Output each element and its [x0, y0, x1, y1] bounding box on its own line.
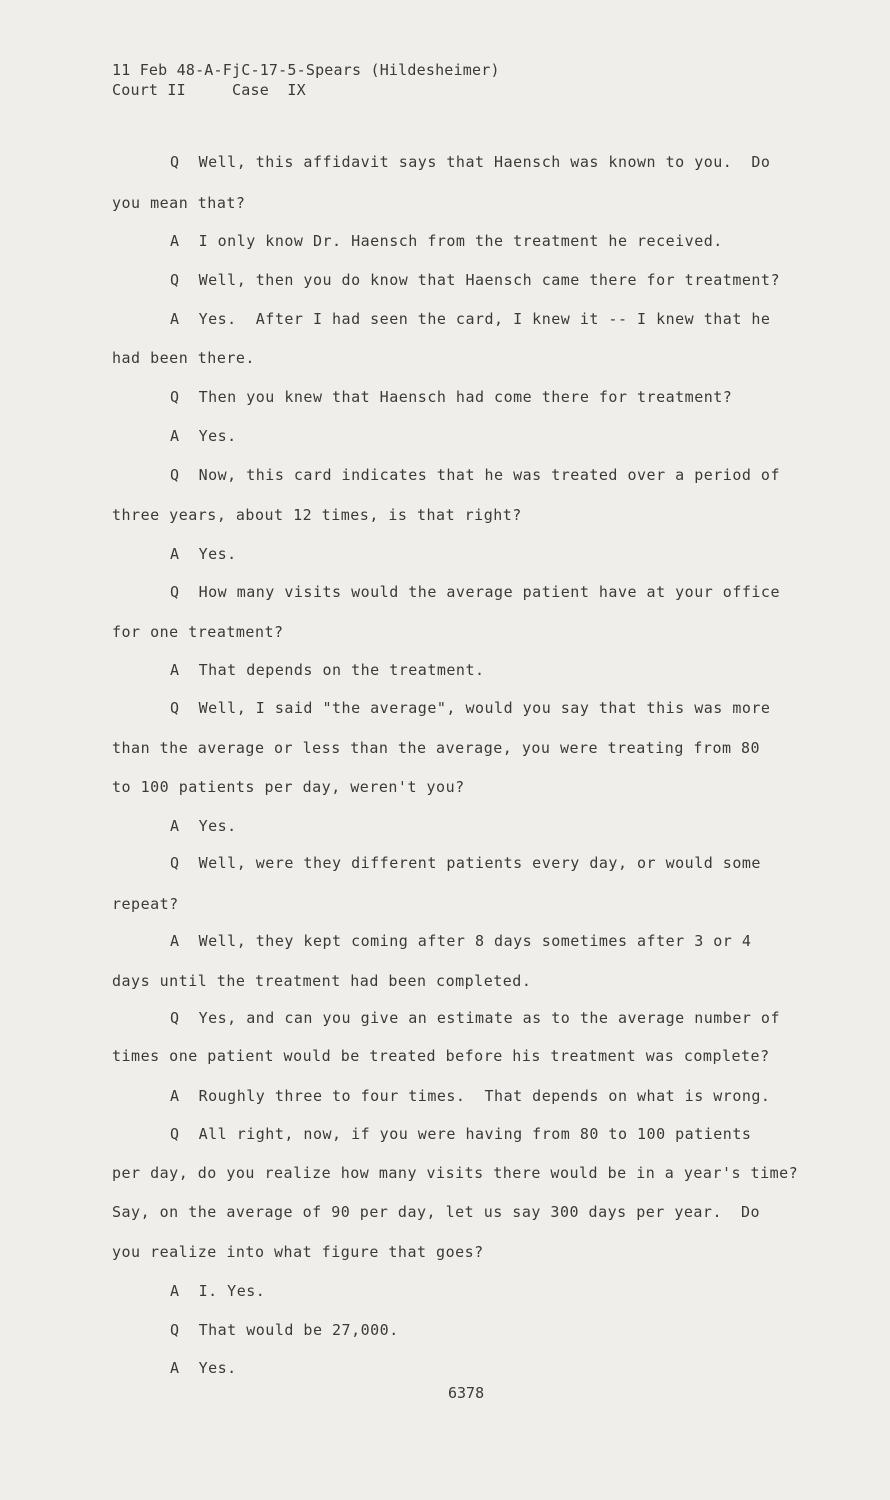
transcript-line-32: A Yes. — [170, 1359, 237, 1377]
page-number: 6378 — [448, 1384, 485, 1402]
transcript-line-23: Q Yes, and can you give an estimate as to the average number of — [170, 1009, 780, 1027]
transcript-line-2: you mean that? — [112, 194, 246, 212]
header-case-reference: 11 Feb 48-A-FjC-17-5-Spears (Hildesheimer) — [112, 61, 500, 79]
transcript-line-16: than the average or less than the average, you were treating from 80 — [112, 739, 761, 757]
transcript-line-10: three years, about 12 times, is that right? — [112, 506, 522, 524]
transcript-line-13: for one treatment? — [112, 623, 284, 641]
transcript-line-11: A Yes. — [170, 545, 237, 563]
transcript-line-6: had been there. — [112, 349, 255, 367]
transcript-line-28: Say, on the average of 90 per day, let us say 300 days per year. Do — [112, 1203, 761, 1221]
transcript-line-17: to 100 patients per day, weren't you? — [112, 778, 465, 796]
transcript-line-8: A Yes. — [170, 427, 237, 445]
transcript-line-29: you realize into what figure that goes? — [112, 1243, 484, 1261]
transcript-line-22: days until the treatment had been completed. — [112, 972, 532, 990]
transcript-line-1: Q Well, this affidavit says that Haensch was known to you. Do — [170, 153, 771, 171]
transcript-line-31: Q That would be 27,000. — [170, 1321, 399, 1339]
transcript-line-30: A I. Yes. — [170, 1282, 266, 1300]
transcript-line-12: Q How many visits would the average patient have at your office — [170, 583, 780, 601]
transcript-line-27: per day, do you realize how many visits there would be in a year's time? — [112, 1164, 799, 1182]
transcript-line-24: times one patient would be treated before his treatment was complete? — [112, 1047, 770, 1065]
transcript-line-5: A Yes. After I had seen the card, I knew it -- I knew that he — [170, 310, 771, 328]
transcript-line-14: A That depends on the treatment. — [170, 661, 485, 679]
transcript-line-7: Q Then you knew that Haensch had come there for treatment? — [170, 388, 733, 406]
transcript-line-3: A I only know Dr. Haensch from the treatment he received. — [170, 232, 723, 250]
transcript-line-21: A Well, they kept coming after 8 days sometimes after 3 or 4 — [170, 932, 752, 950]
header-court-case: Court II Case IX — [112, 81, 306, 99]
transcript-line-9: Q Now, this card indicates that he was treated over a period of — [170, 466, 780, 484]
transcript-line-4: Q Well, then you do know that Haensch came there for treatment? — [170, 271, 780, 289]
transcript-line-18: A Yes. — [170, 817, 237, 835]
transcript-line-26: Q All right, now, if you were having from 80 to 100 patients — [170, 1125, 752, 1143]
transcript-line-15: Q Well, I said "the average", would you say that this was more — [170, 699, 771, 717]
transcript-line-25: A Roughly three to four times. That depends on what is wrong. — [170, 1087, 771, 1105]
transcript-line-20: repeat? — [112, 895, 179, 913]
transcript-line-19: Q Well, were they different patients every day, or would some — [170, 854, 761, 872]
